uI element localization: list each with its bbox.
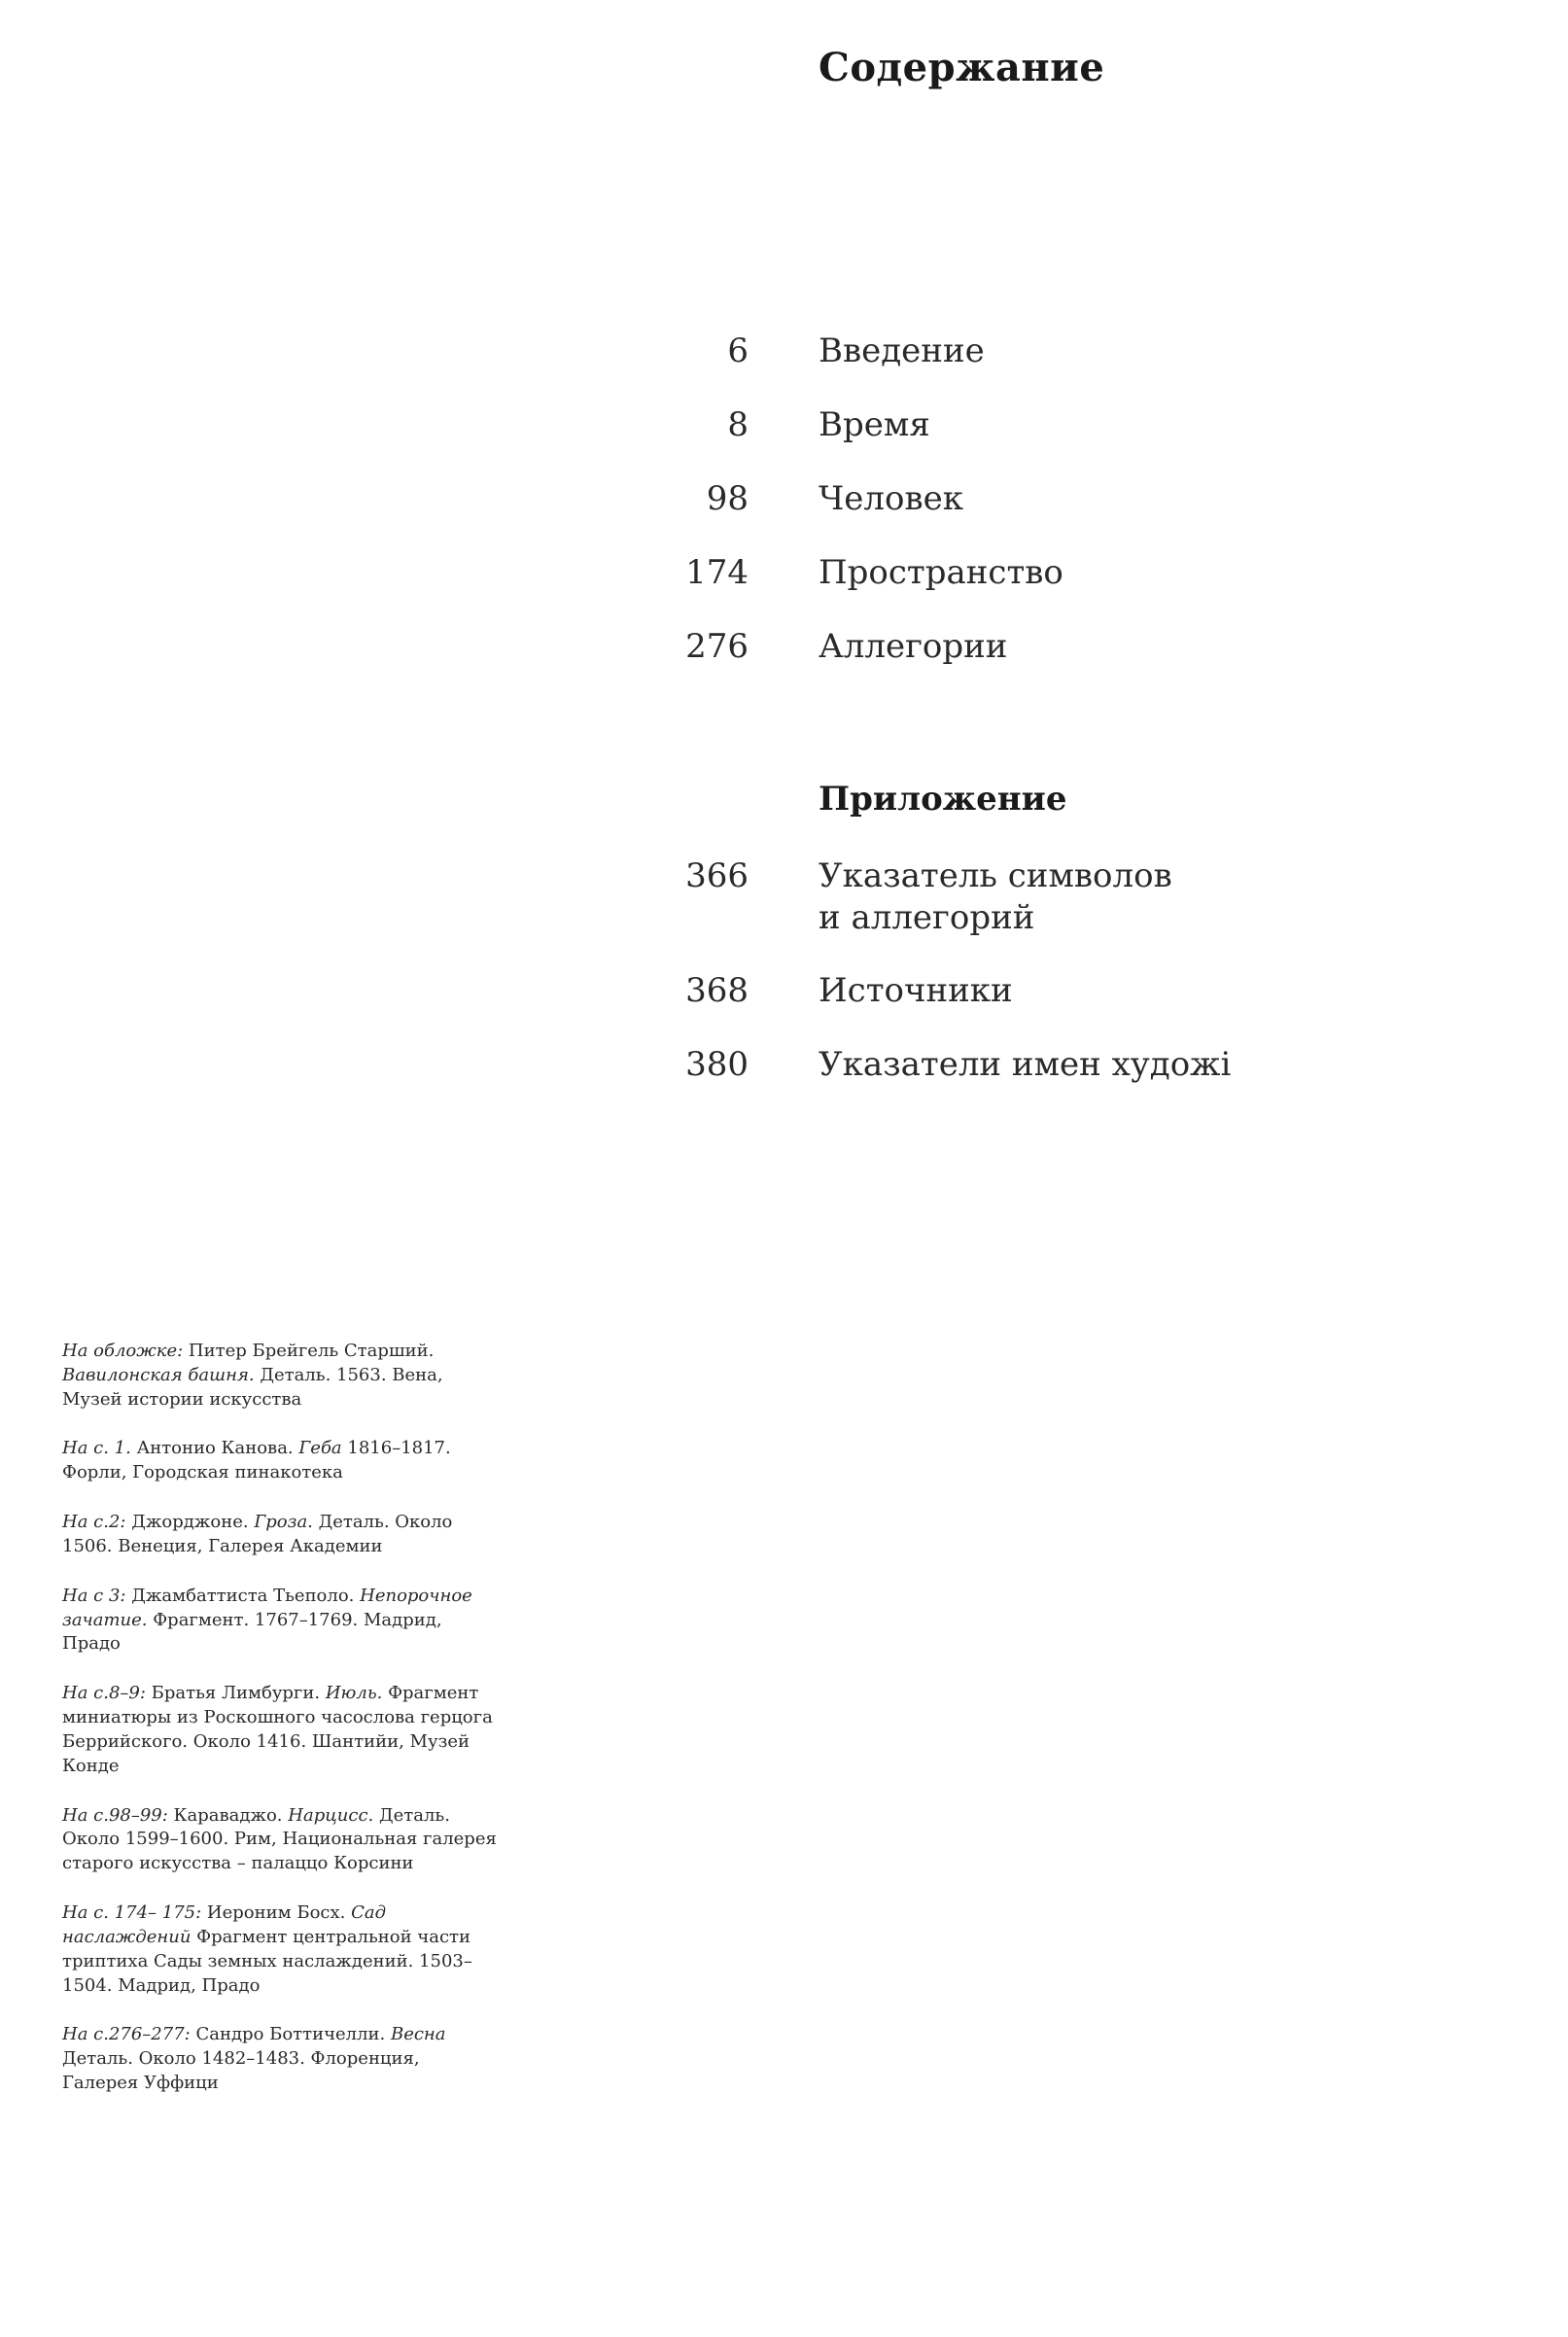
toc-entry-label: Указатели имен художі xyxy=(819,1045,1232,1084)
caption-details: Деталь. Около 1506. Венеция, Галерея Академии xyxy=(62,1512,453,1556)
toc-entry-label: Указатель символов и аллегорий xyxy=(819,856,1172,937)
toc-page-number: 276 xyxy=(685,627,749,666)
caption-artist: Джорджоне. xyxy=(125,1512,255,1533)
caption-reference: На с.98–99: xyxy=(62,1804,168,1826)
caption-reference: На с. 1. xyxy=(62,1438,131,1459)
toc-page-number: 174 xyxy=(685,553,749,592)
toc-entry-label: Введение xyxy=(819,331,985,370)
caption-work-title: Вавилонская башня. xyxy=(62,1364,255,1385)
toc-entry-label: Человек xyxy=(819,479,963,518)
caption-reference: На с. 174– 175: xyxy=(62,1902,202,1924)
caption-work-title: Геба xyxy=(298,1438,342,1459)
caption-details: 1816–1817. Форли, Городская пинакотека xyxy=(62,1438,451,1483)
caption-cover xyxy=(62,1340,498,1412)
toc-entry-label: Источники xyxy=(819,971,1013,1010)
caption-work-title: Нарцисс. xyxy=(288,1804,374,1826)
page-title: Содержание xyxy=(819,45,1105,90)
caption-work-title: Весна xyxy=(390,2024,446,2045)
caption-reference: На с.8–9: xyxy=(62,1683,146,1704)
caption-pages-8-9 xyxy=(62,1682,498,1778)
caption-details: Деталь. Около 1482–1483. Флоренция, Галерея Уффици xyxy=(62,2048,420,2094)
caption-details: Деталь. Около 1599–1600. Рим, Национальная галерея старого искусства – палаццо Корсини xyxy=(62,1804,497,1874)
caption-pages-98-99 xyxy=(62,1804,498,1876)
caption-pages-276-277 xyxy=(62,2023,498,2095)
appendix-contents xyxy=(583,855,1458,1118)
toc-entry-space[interactable] xyxy=(583,552,1458,626)
toc-page-number: 6 xyxy=(727,331,749,370)
caption-work-title: Сад наслаждений xyxy=(62,1902,386,1947)
caption-artist: Антонио Канова. xyxy=(130,1438,299,1459)
toc-entry-label: Время xyxy=(819,405,930,444)
caption-page-1 xyxy=(62,1437,498,1485)
caption-details: Фрагмент миниатюры из Роскошного часослова герцога Беррийского. Около 1416. Шантийи, Музей Конде xyxy=(62,1683,493,1776)
caption-artist: Питер Брейгель Старший. xyxy=(183,1341,435,1361)
toc-entry-label: Пространство xyxy=(819,553,1063,592)
caption-reference: На с.2: xyxy=(62,1512,126,1533)
toc-entry-artist-index[interactable] xyxy=(583,1044,1458,1118)
caption-artist: Караваджо. xyxy=(167,1804,289,1826)
caption-work-title: Непорочное зачатие. xyxy=(62,1585,472,1630)
toc-page-number: 368 xyxy=(685,971,749,1010)
caption-reference: На с 3: xyxy=(62,1585,126,1606)
caption-reference: На с.276–277: xyxy=(62,2024,191,2045)
toc-entry-introduction[interactable] xyxy=(583,331,1458,404)
caption-page-3 xyxy=(62,1585,498,1657)
caption-artist: Иероним Босх. xyxy=(201,1902,352,1924)
caption-pages-174-175 xyxy=(62,1901,498,1998)
appendix-heading: Приложение xyxy=(819,780,1067,819)
toc-page-number: 8 xyxy=(727,405,749,444)
caption-artist: Джамбаттиста Тьеполо. xyxy=(125,1585,361,1606)
image-credits xyxy=(62,1322,498,2121)
toc-entry-time[interactable] xyxy=(583,404,1458,478)
caption-reference: На обложке: xyxy=(62,1341,184,1361)
caption-work-title: Гроза. xyxy=(254,1512,313,1533)
caption-artist: Сандро Боттичелли. xyxy=(190,2024,391,2045)
toc-entry-symbol-index[interactable] xyxy=(583,855,1458,970)
toc-page-number: 380 xyxy=(685,1045,749,1084)
caption-details: Деталь. 1563. Вена, Музей истории искусства xyxy=(62,1364,443,1410)
caption-details: Фрагмент центральной части триптиха Сады земных наслаждений. 1503–1504. Мадрид, Прадо xyxy=(62,1926,472,1996)
toc-page-number: 98 xyxy=(706,479,749,518)
caption-artist: Братья Лимбурги. xyxy=(145,1683,326,1704)
toc-entry-man[interactable] xyxy=(583,478,1458,552)
caption-details: Фрагмент. 1767–1769. Мадрид, Прадо xyxy=(62,1609,442,1655)
toc-page-number: 366 xyxy=(685,856,749,895)
toc-entry-sources[interactable] xyxy=(583,970,1458,1044)
caption-page-2 xyxy=(62,1511,498,1559)
table-of-contents xyxy=(583,331,1458,700)
caption-work-title: Июль. xyxy=(325,1683,383,1704)
toc-entry-allegories[interactable] xyxy=(583,626,1458,700)
toc-entry-label: Аллегории xyxy=(819,627,1008,666)
